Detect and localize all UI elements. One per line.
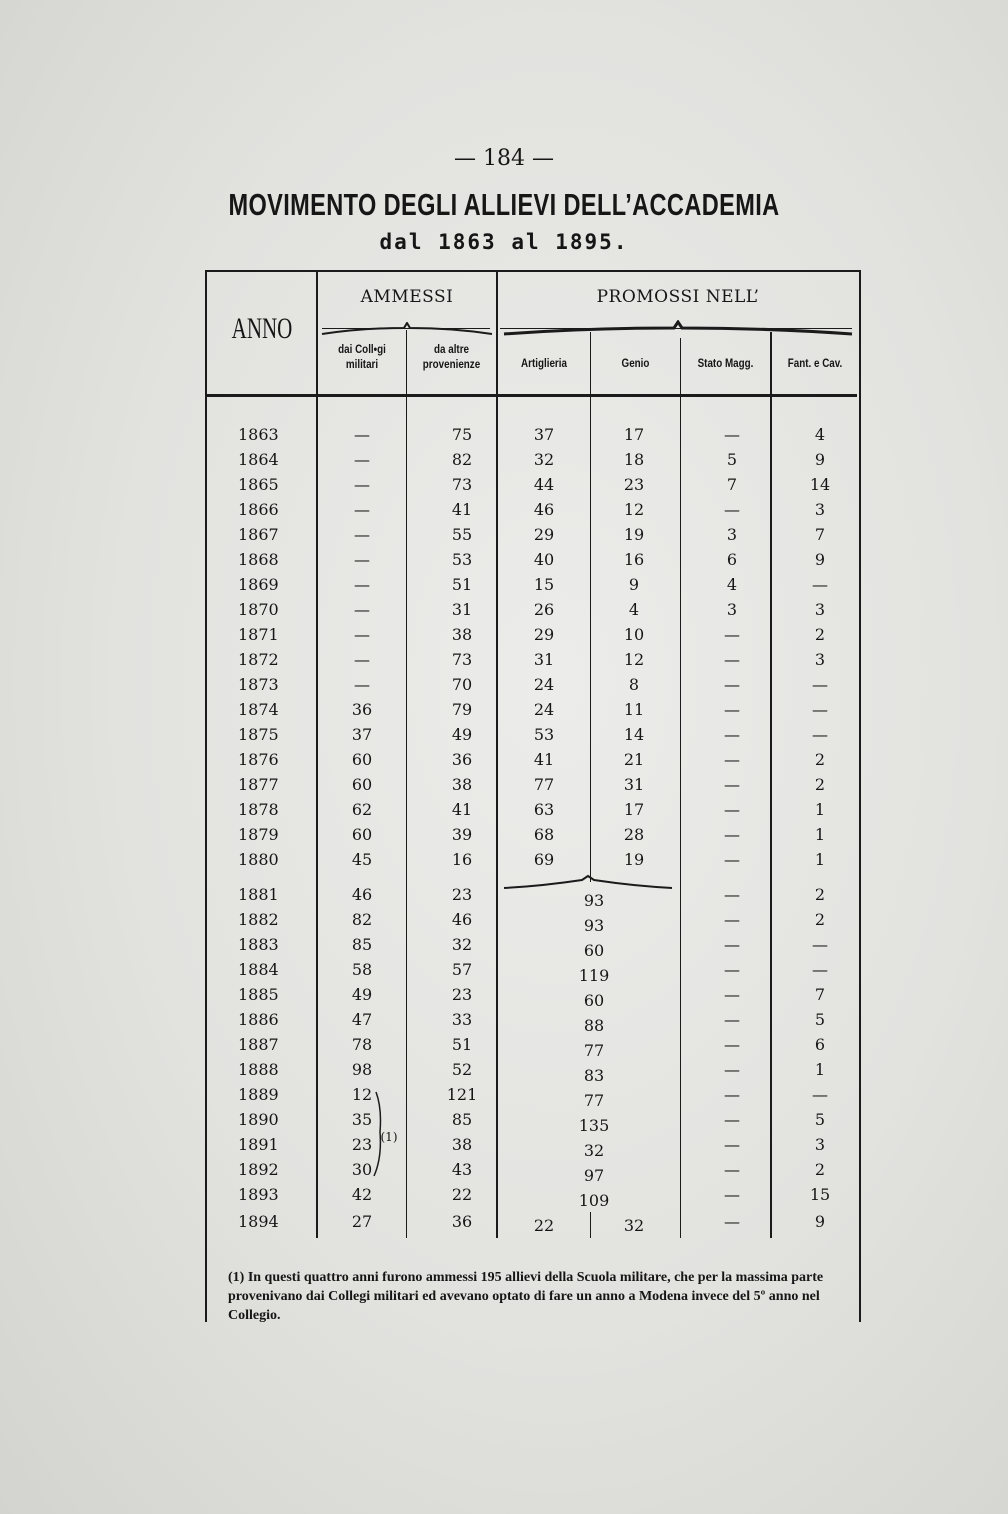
header-promossi: PROMOSSI NELL’ <box>596 287 760 307</box>
table-cell-altre: 36 <box>451 750 473 769</box>
table-cell-fant: 1 <box>814 800 826 819</box>
table-cell-anno: 1885 <box>238 985 279 1004</box>
table-cell-genio: 10 <box>623 625 645 644</box>
table-cell-art: 29 <box>533 525 555 544</box>
table-cell-genio: 17 <box>623 425 645 444</box>
table-cell-fant: 15 <box>809 1185 831 1204</box>
table-cell-art-genio: 60 <box>583 941 605 960</box>
table-cell-altre: 51 <box>451 1035 473 1054</box>
table-cell-stato: — <box>724 1085 740 1104</box>
table-cell-altre: 31 <box>451 600 473 619</box>
table-cell-altre: 23 <box>451 885 473 904</box>
table-cell-altre: 49 <box>451 725 473 744</box>
table-cell-fant: 3 <box>814 600 826 619</box>
table-cell-fant: 1 <box>814 825 826 844</box>
table-cell-stato: 7 <box>726 475 738 494</box>
table-cell-altre: 82 <box>451 450 473 469</box>
table-cell-anno: 1892 <box>238 1160 279 1179</box>
table-cell-art: 77 <box>533 775 555 794</box>
table-cell-collegi: 35 <box>351 1110 373 1129</box>
table-cell-collegi: 42 <box>351 1185 373 1204</box>
table-cell-stato: — <box>724 1035 740 1054</box>
table-cell-altre: 79 <box>451 700 473 719</box>
table-cell-genio: 19 <box>623 850 645 869</box>
table-cell-stato: 6 <box>726 550 738 569</box>
table-cell-anno: 1876 <box>238 750 279 769</box>
table-cell-art-genio: 77 <box>583 1091 605 1110</box>
table-cell-art: 63 <box>533 800 555 819</box>
table-cell-fant: 3 <box>814 1135 826 1154</box>
header-ammessi-altre: da altre provenienze <box>422 342 481 371</box>
table-cell-anno: 1888 <box>238 1060 279 1079</box>
table-cell-genio: 12 <box>623 650 645 669</box>
table-cell-stato: — <box>724 960 740 979</box>
table-cell-art-genio: 93 <box>583 891 605 910</box>
table-cell-genio: 12 <box>623 500 645 519</box>
table-cell-anno: 1891 <box>238 1135 279 1154</box>
table-cell-collegi: 60 <box>351 775 373 794</box>
table-cell-anno: 1881 <box>238 885 279 904</box>
table-cell-collegi: 30 <box>351 1160 373 1179</box>
table-cell-fant: 4 <box>814 425 826 444</box>
table-cell-collegi: — <box>354 675 370 694</box>
table-cell-stato: — <box>724 500 740 519</box>
table-cell-stato: — <box>724 1010 740 1029</box>
table-cell-anno: 1874 <box>238 700 279 719</box>
table-cell-anno: 1864 <box>238 450 279 469</box>
table-cell-art-genio: 109 <box>578 1191 610 1210</box>
table-cell-art: 24 <box>533 675 555 694</box>
table-cell-stato: 3 <box>726 525 738 544</box>
page-subtitle: dal 1863 al 1895. <box>379 230 629 254</box>
header-fant-cav: Fant. e Cav. <box>787 356 843 370</box>
table-cell-anno: 1870 <box>238 600 279 619</box>
table-cell-fant: 1 <box>814 1060 826 1079</box>
table-cell-genio: 16 <box>623 550 645 569</box>
table-cell-collegi: — <box>354 475 370 494</box>
table-cell-stato: — <box>724 935 740 954</box>
table-cell-collegi: 36 <box>351 700 373 719</box>
col-divider-anno <box>316 270 318 1238</box>
table-cell-anno: 1886 <box>238 1010 279 1029</box>
table-cell-altre: 41 <box>451 800 473 819</box>
table-cell-altre: 38 <box>451 1135 473 1154</box>
table-cell-art-genio: 97 <box>583 1166 605 1185</box>
table-cell-collegi: 23 <box>351 1135 373 1154</box>
table-cell-fant: 6 <box>814 1035 826 1054</box>
table-cell-art: 32 <box>533 450 555 469</box>
table-cell-anno: 1880 <box>238 850 279 869</box>
table-cell-stato: 3 <box>726 600 738 619</box>
col-divider-genio <box>680 338 681 1238</box>
table-cell-stato: 4 <box>726 575 738 594</box>
ammessi-brace-icon <box>318 322 496 338</box>
table-cell-art: 68 <box>533 825 555 844</box>
table-cell-collegi: 47 <box>351 1010 373 1029</box>
col-divider-artiglieria <box>590 332 591 882</box>
table-cell-stato: — <box>724 650 740 669</box>
table-cell-collegi: — <box>354 650 370 669</box>
footnote: (1) In questi quattro anni furono ammessi 195 allievi della Scuola militare, che per la massima parte provenivano dai Collegi militari ed avevano optato di fare un anno a Modena invece del 5º anno nel Collegio. <box>228 1270 824 1323</box>
table-cell-stato: — <box>724 885 740 904</box>
table-cell-anno: 1879 <box>238 825 279 844</box>
table-cell-art: 40 <box>533 550 555 569</box>
table-right-border <box>859 270 861 1322</box>
table-cell-anno: 1875 <box>238 725 279 744</box>
table-cell-genio: 21 <box>623 750 645 769</box>
table-cell-art: 26 <box>533 600 555 619</box>
table-cell-altre: 57 <box>451 960 473 979</box>
table-cell-fant: 2 <box>814 750 826 769</box>
table-cell-collegi: 60 <box>351 825 373 844</box>
table-cell-altre: 33 <box>451 1010 473 1029</box>
table-cell-fant: — <box>812 960 828 979</box>
table-cell-altre: 23 <box>451 985 473 1004</box>
table-cell-stato: — <box>724 775 740 794</box>
table-cell-collegi: — <box>354 575 370 594</box>
header-ammessi-collegi: dai Coll•gi militari <box>338 342 386 371</box>
table-cell-fant: 3 <box>814 500 826 519</box>
table-cell-altre: 32 <box>451 935 473 954</box>
table-cell-art-genio: 88 <box>583 1016 605 1035</box>
table-cell-altre: 43 <box>451 1160 473 1179</box>
table-cell-anno: 1889 <box>238 1085 279 1104</box>
table-cell-art: 15 <box>533 575 555 594</box>
table-cell-fant: 3 <box>814 650 826 669</box>
table-cell-collegi: 62 <box>351 800 373 819</box>
table-cell-altre: 121 <box>446 1085 478 1104</box>
table-cell-anno: 1873 <box>238 675 279 694</box>
table-cell-anno: 1890 <box>238 1110 279 1129</box>
header-artiglieria: Artiglieria <box>521 356 567 370</box>
table-cell-anno: 1867 <box>238 525 279 544</box>
table-cell-fant: — <box>812 700 828 719</box>
table-cell-art-genio: 83 <box>583 1066 605 1085</box>
art-genio-merge-brace-icon <box>500 874 676 892</box>
table-cell-altre: 16 <box>451 850 473 869</box>
table-cell-collegi: 85 <box>351 935 373 954</box>
table-cell-genio: 14 <box>623 725 645 744</box>
table-cell-collegi: — <box>354 450 370 469</box>
table-cell-collegi: 78 <box>351 1035 373 1054</box>
table-cell-art: 46 <box>533 500 555 519</box>
table-cell-art: 41 <box>533 750 555 769</box>
table-cell-stato: — <box>724 1135 740 1154</box>
table-left-border <box>205 270 207 1322</box>
table-cell-stato: — <box>724 675 740 694</box>
table-cell-fant: 2 <box>814 910 826 929</box>
table-cell-art: 31 <box>533 650 555 669</box>
col-divider-ammessi <box>406 330 407 1238</box>
table-cell-anno: 1893 <box>238 1185 279 1204</box>
table-cell-genio: 4 <box>628 600 640 619</box>
table-cell-stato: — <box>724 1160 740 1179</box>
table-cell-anno: 1878 <box>238 800 279 819</box>
table-cell-stato: — <box>724 910 740 929</box>
table-cell-collegi: 45 <box>351 850 373 869</box>
table-cell-anno: 1865 <box>238 475 279 494</box>
table-cell-altre: 70 <box>451 675 473 694</box>
table-cell-art: 53 <box>533 725 555 744</box>
table-cell-fant: 7 <box>814 985 826 1004</box>
table-cell-art-genio: 119 <box>578 966 610 985</box>
table-cell-art: 22 <box>533 1216 555 1235</box>
table-cell-altre: 46 <box>451 910 473 929</box>
table-cell-collegi: 58 <box>351 960 373 979</box>
table-cell-art: 29 <box>533 625 555 644</box>
header-anno: ANNO <box>231 312 293 345</box>
table-cell-fant: 2 <box>814 775 826 794</box>
table-cell-stato: — <box>724 750 740 769</box>
table-cell-fant: — <box>812 1085 828 1104</box>
header-ammessi: AMMESSI <box>360 287 454 307</box>
table-cell-stato: — <box>724 1212 740 1231</box>
table-cell-genio: 23 <box>623 475 645 494</box>
footnote-marker: (1) <box>380 1130 398 1144</box>
table-cell-fant: 2 <box>814 885 826 904</box>
table-cell-altre: 22 <box>451 1185 473 1204</box>
table-cell-altre: 51 <box>451 575 473 594</box>
table-cell-genio: 17 <box>623 800 645 819</box>
table-cell-fant: — <box>812 935 828 954</box>
table-cell-collegi: 49 <box>351 985 373 1004</box>
table-cell-fant: — <box>812 675 828 694</box>
table-cell-anno: 1877 <box>238 775 279 794</box>
table-cell-altre: 73 <box>451 475 473 494</box>
page-number: — 184 — <box>454 146 554 171</box>
table-cell-fant: 1 <box>814 850 826 869</box>
table-cell-art-genio: 60 <box>583 991 605 1010</box>
table-cell-collegi: 12 <box>351 1085 373 1104</box>
table-cell-stato: — <box>724 985 740 1004</box>
table-cell-art-genio: 135 <box>578 1116 610 1135</box>
table-cell-fant: 2 <box>814 1160 826 1179</box>
table-cell-anno: 1866 <box>238 500 279 519</box>
table-cell-fant: 5 <box>814 1110 826 1129</box>
table-cell-fant: — <box>812 725 828 744</box>
table-cell-fant: 5 <box>814 1010 826 1029</box>
table-cell-anno: 1884 <box>238 960 279 979</box>
table-cell-genio: 31 <box>623 775 645 794</box>
table-cell-stato: — <box>724 425 740 444</box>
col-divider-artiglieria-lower <box>590 1212 591 1238</box>
col-divider-promossi <box>496 270 498 1238</box>
table-cell-altre: 73 <box>451 650 473 669</box>
table-cell-collegi: 46 <box>351 885 373 904</box>
table-cell-stato: — <box>724 1110 740 1129</box>
table-cell-fant: 14 <box>809 475 831 494</box>
table-cell-fant: 2 <box>814 625 826 644</box>
promossi-brace-icon <box>498 320 858 338</box>
table-cell-anno: 1872 <box>238 650 279 669</box>
table-cell-altre: 52 <box>451 1060 473 1079</box>
table-cell-altre: 53 <box>451 550 473 569</box>
table-cell-genio: 8 <box>628 675 640 694</box>
table-cell-fant: 9 <box>814 550 826 569</box>
table-cell-art: 44 <box>533 475 555 494</box>
table-cell-collegi: — <box>354 425 370 444</box>
table-cell-collegi: 37 <box>351 725 373 744</box>
table-cell-collegi: — <box>354 525 370 544</box>
table-cell-art: 69 <box>533 850 555 869</box>
table-cell-stato: — <box>724 850 740 869</box>
table-cell-collegi: 98 <box>351 1060 373 1079</box>
table-header-rule <box>205 394 857 397</box>
header-stato-magg: Stato Magg. <box>697 356 754 370</box>
table-cell-anno: 1868 <box>238 550 279 569</box>
table-cell-collegi: — <box>354 500 370 519</box>
header-genio: Genio <box>621 356 650 370</box>
table-cell-collegi: 27 <box>351 1212 373 1231</box>
table-cell-anno: 1883 <box>238 935 279 954</box>
table-top-rule <box>205 270 861 272</box>
table-cell-stato: — <box>724 825 740 844</box>
table-cell-stato: 5 <box>726 450 738 469</box>
table-cell-collegi: — <box>354 600 370 619</box>
table-cell-altre: 39 <box>451 825 473 844</box>
table-cell-art-genio: 77 <box>583 1041 605 1060</box>
col-divider-stato <box>770 332 772 1238</box>
table-cell-altre: 38 <box>451 625 473 644</box>
table-cell-anno: 1882 <box>238 910 279 929</box>
table-cell-fant: 9 <box>814 450 826 469</box>
table-cell-stato: — <box>724 725 740 744</box>
table-cell-genio: 28 <box>623 825 645 844</box>
table-cell-genio: 11 <box>623 700 645 719</box>
table-cell-collegi: — <box>354 625 370 644</box>
page-title: MOVIMENTO DEGLI ALLIEVI DELL’ACCADEMIA <box>228 187 780 222</box>
table-cell-collegi: — <box>354 550 370 569</box>
table-cell-stato: — <box>724 1185 740 1204</box>
table-cell-genio: 32 <box>623 1216 645 1235</box>
table-cell-art: 37 <box>533 425 555 444</box>
table-cell-stato: — <box>724 1060 740 1079</box>
table-cell-altre: 36 <box>451 1212 473 1231</box>
table-cell-collegi: 82 <box>351 910 373 929</box>
table-cell-anno: 1887 <box>238 1035 279 1054</box>
table-cell-fant: 9 <box>814 1212 826 1231</box>
table-cell-fant: 7 <box>814 525 826 544</box>
table-cell-altre: 55 <box>451 525 473 544</box>
table-cell-altre: 75 <box>451 425 473 444</box>
table-cell-genio: 19 <box>623 525 645 544</box>
table-cell-altre: 41 <box>451 500 473 519</box>
table-cell-genio: 18 <box>623 450 645 469</box>
table-cell-art-genio: 93 <box>583 916 605 935</box>
table-cell-collegi: 60 <box>351 750 373 769</box>
table-cell-stato: — <box>724 625 740 644</box>
table-cell-art: 24 <box>533 700 555 719</box>
table-cell-stato: — <box>724 700 740 719</box>
table-cell-genio: 9 <box>628 575 640 594</box>
table-cell-fant: — <box>812 575 828 594</box>
table-cell-stato: — <box>724 800 740 819</box>
table-cell-anno: 1871 <box>238 625 279 644</box>
table-cell-anno: 1863 <box>238 425 279 444</box>
table-cell-anno: 1869 <box>238 575 279 594</box>
table-cell-anno: 1894 <box>238 1212 279 1231</box>
table-cell-altre: 38 <box>451 775 473 794</box>
table-cell-altre: 85 <box>451 1110 473 1129</box>
table-cell-art-genio: 32 <box>583 1141 605 1160</box>
